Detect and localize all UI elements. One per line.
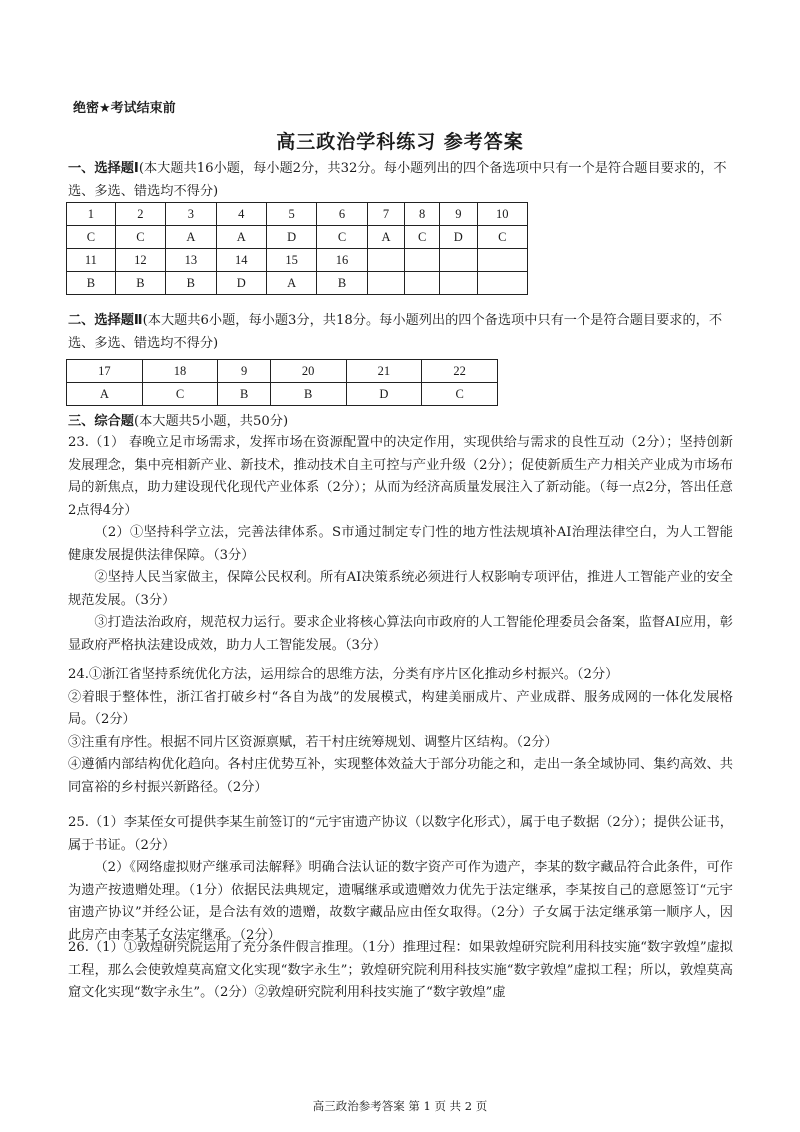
section1-cell: 5 [266,203,316,226]
section1-cell: 14 [216,249,266,272]
q24-answer [68,664,733,799]
section2-cell: B [218,383,270,406]
section1-row [67,203,528,226]
section1-cell: 2 [115,203,165,226]
section1-cell: D [440,226,477,249]
section1-cell: C [317,226,367,249]
section2-heading: 二、选择题Ⅱ [68,313,143,328]
section1-header [68,157,733,203]
q26-part1: 26.（1）①敦煌研究院运用了充分条件假言推理。（1分）推理过程：如果敦煌研究院利用科技实施“数字敦煌”虚拟工程，那么会使敦煌莫高窟文化实现“数字永生”；敦煌研究院利用科技实施“数字敦煌”虚拟工程；所以，敦煌莫高窟文化实现“数字永生”。（2分）②敦煌研究院利用科技实施了“数字敦煌”虚 [68,940,733,1000]
section1-cell [405,249,440,272]
section1-cell: C [477,226,527,249]
section2-cell: 18 [142,360,218,383]
section1-cell: 10 [477,203,527,226]
q24-point1: 24.①浙江省坚持系统优化方法，运用综合的思维方法，分类有序片区化推动乡村振兴。（2分） [68,667,619,682]
section1-cell: C [405,226,440,249]
section3-desc: (本大题共5小题，共50分) [133,414,289,429]
section2-cell: C [422,383,498,406]
section1-cell: 8 [405,203,440,226]
section2-cell: A [67,383,143,406]
section2-desc: (本大题共6小题，每小题3分，共18分。每小题列出的四个备选项中只有一个是符合题目要求的，不选、多选、错选均不得分) [68,313,723,351]
section1-cell: B [67,272,116,295]
section1-row [67,226,528,249]
section1-heading: 一、选择题Ⅰ [68,161,139,176]
section1-cell: 15 [266,249,316,272]
section1-cell [477,249,527,272]
section1-cell: B [166,272,216,295]
section1-cell: C [115,226,165,249]
section2-cell: B [270,383,346,406]
section1-cell: B [317,272,367,295]
section1-cell: 13 [166,249,216,272]
section1-cell: 16 [317,249,367,272]
section1-cell [367,249,404,272]
section1-cell [367,272,404,295]
q24-point3: ③注重有序性。根据不同片区资源禀赋，若干村庄统筹规划、调整片区结构。（2分） [68,734,558,750]
section1-cell: 1 [67,203,116,226]
q25-part1: 25.（1）李某侄女可提供李某生前签订的“元宇宙遗产协议（以数字化形式），属于电子数据（2分）；提供公证书，属于书证。（2分） [68,815,733,853]
section1-cell: 9 [440,203,477,226]
section1-answer-table [66,202,528,295]
section1-row [67,272,528,295]
q23-answer [68,432,733,657]
section2-answer-table [66,359,498,406]
q24-point2: ②着眼于整体性，浙江省打破乡村“各自为战”的发展模式，构建美丽成片、产业成群、服务成网的一体化发展格局。（2分） [68,689,733,727]
section2-cell: 9 [218,360,270,383]
section1-row [67,249,528,272]
q25-part2: （2）《网络虚拟财产继承司法解释》明确合法认证的数字资产可作为遗产，李某的数字藏品符合此条件，可作为遗产按遗赠处理。（1分）依据民法典规定，遗嘱继承或遗赠效力优先于法定继承，李某按自己的意愿签订“元宇宙遗产协议”并经公证，是合法有效的遗赠，故数字藏品应由侄女取得。（2分）子女属于法定继承第一顺序人，因此房产由李某子女法定继承。（2分） [68,860,733,943]
section1-cell: B [115,272,165,295]
section2-row [67,360,498,383]
section1-cell: A [216,226,266,249]
section1-cell: 11 [67,249,116,272]
q24-point4: ④遵循内部结构优化趋向。各村庄优势互补，实现整体效益大于部分功能之和，走出一条全域协同、集约高效、共同富裕的乡村振兴新路径。（2分） [68,757,733,795]
section1-cell: A [266,272,316,295]
section2-cell: C [142,383,218,406]
section1-cell: 6 [317,203,367,226]
section1-cell [440,249,477,272]
section3-heading: 三、综合题 [68,414,134,429]
section1-cell: 12 [115,249,165,272]
section2-cell: 17 [67,360,143,383]
q23-part1: 23.（1） 春晚立足市场需求，发挥市场在资源配置中的决定作用，实现供给与需求的良性互动（2分）；坚持创新发展理念，集中亮相新产业、新技术，推动技术自主可控与产业升级（2分）；促使新质生产力相关产业成为市场布局的新焦点，助力建设现代化现代产业体系（2分）；从而为经济高质量发展注入了新动能。（每一点2分，答出任意2点得4分） [68,435,733,518]
page-footer: 高三政治参考答案 第 1 页 共 2 页 [312,1099,488,1113]
q23-part2: （2）①坚持科学立法，完善法律体系。S市通过制定专门性的地方性法规填补AI治理法律空白，为人工智能健康发展提供法律保障。（3分） [68,525,733,563]
section1-cell [405,272,440,295]
section2-cell: D [346,383,422,406]
section1-cell: D [266,226,316,249]
section3-header [68,410,733,433]
section1-cell [477,272,527,295]
section2-cell: 20 [270,360,346,383]
section2-header [68,309,733,355]
section1-cell [440,272,477,295]
q25-answer [68,812,733,947]
section1-cell: C [67,226,116,249]
section1-cell: A [367,226,404,249]
q23-point3: ③打造法治政府，规范权力运行。要求企业将核心算法向市政府的人工智能伦理委员会备案，监督AI应用，彰显政府严格执法建设成效，助力人工智能发展。（3分） [68,615,733,653]
section2-cell: 22 [422,360,498,383]
q26-answer [68,937,733,1005]
section1-cell: A [166,226,216,249]
section2-row [67,383,498,406]
section1-cell: 7 [367,203,404,226]
section1-cell: 3 [166,203,216,226]
section1-cell: 4 [216,203,266,226]
section2-cell: 21 [346,360,422,383]
q23-point2: ②坚持人民当家做主，保障公民权利。所有AI决策系统必须进行人权影响专项评估，推进人工智能产业的安全规范发展。（3分） [68,570,733,608]
confidential-label: 绝密★考试结束前 [73,101,176,116]
section1-cell: D [216,272,266,295]
section1-desc: (本大题共16小题，每小题2分，共32分。每小题列出的四个备选项中只有一个是符合题目要求的，不选、多选、错选均不得分) [68,161,727,199]
page-title: 高三政治学科练习 参考答案 [276,131,524,153]
